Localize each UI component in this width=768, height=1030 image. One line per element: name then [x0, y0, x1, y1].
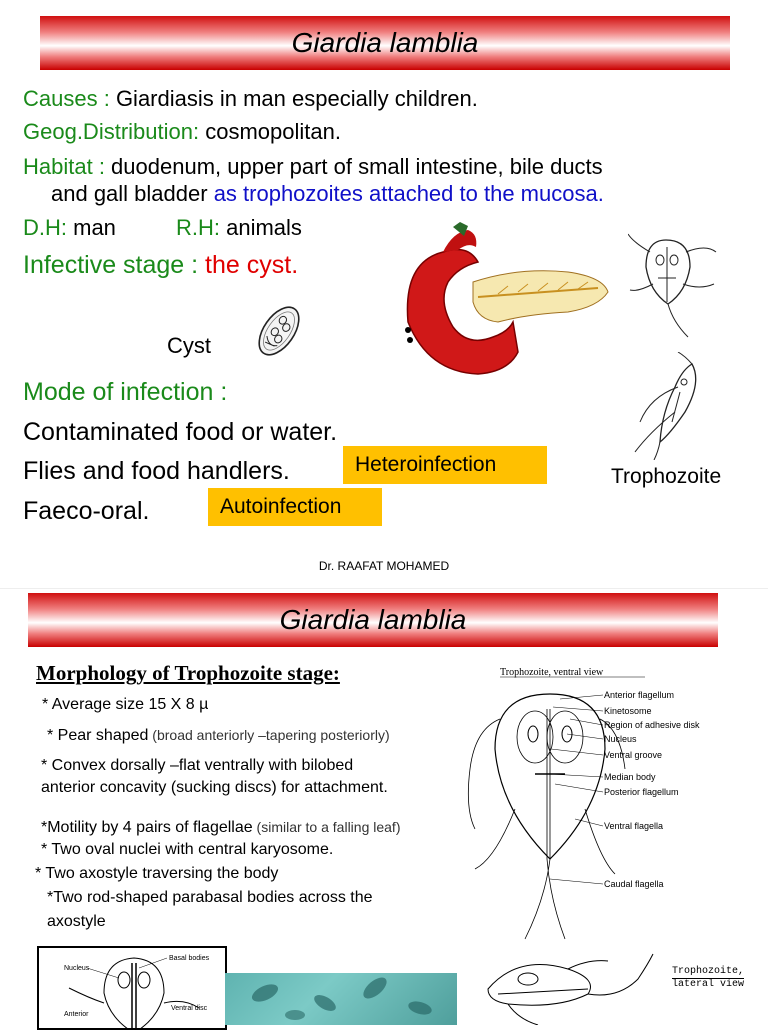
mode-label: Mode of infection :: [23, 378, 228, 406]
slide-1-title-bar: [40, 16, 730, 70]
duodenum-image: [398, 222, 613, 382]
slide-2-title-bar: [28, 593, 718, 647]
geo-line: [23, 119, 341, 145]
bullet-axostyle: * Two axostyle traversing the body: [35, 865, 279, 882]
small-label-anterior: Anterior: [64, 1011, 89, 1018]
mode-item-3: Faeco-oral.: [23, 497, 150, 525]
diagram-label-caudal-flagella: Caudal flagella: [604, 879, 664, 889]
lateral-title-line-1: Trophozoite,: [672, 966, 745, 977]
trophozoite-label: Trophozoite: [611, 465, 722, 488]
habitat-text: duodenum, upper part of small intestine, bile ducts: [104, 154, 603, 179]
small-label-basal-bodies: Basal bodies: [169, 955, 210, 962]
bullet-pear-main: * Pear shaped: [47, 727, 149, 744]
bullet-size: * Average size 15 X 8 µ: [42, 696, 209, 713]
habitat-label: Habitat :: [23, 154, 105, 179]
slide-1-title: Giardia lamblia: [291, 27, 479, 58]
geo-label: Geog.Distribution:: [23, 119, 200, 144]
small-trophozoite-diagram: [39, 948, 225, 1028]
dh-line: [23, 215, 116, 241]
diagram-label-posterior-flagellum: Posterior flagellum: [604, 787, 679, 797]
bullet-convex-1: * Convex dorsally –flat ventrally with bilobed: [41, 757, 354, 774]
causes-label: Causes :: [23, 86, 110, 111]
habitat-text-2: and gall bladder: [51, 181, 214, 206]
dh-label: D.H:: [23, 215, 67, 240]
morphology-heading: Morphology of Trophozoite stage:: [36, 661, 340, 685]
mode-item-2: Flies and food handlers.: [23, 457, 290, 485]
heteroinfection-badge: Heteroinfection: [343, 446, 547, 484]
slide-2: [0, 588, 768, 1025]
dh-text: man: [67, 215, 116, 240]
small-label-ventral-disc: Ventral disc: [171, 1005, 208, 1012]
small-label-nucleus: Nucleus: [64, 965, 90, 972]
habitat-blue-text: as trophozoites attached to the mucosa.: [213, 181, 604, 206]
trophozoite-dorsal-image: [628, 232, 718, 342]
bullet-parabasal-1: *Two rod-shaped parabasal bodies across the: [47, 889, 373, 906]
diagram-label-ventral-groove: Ventral groove: [604, 750, 663, 760]
lateral-view-title: [672, 966, 744, 991]
trophozoite-lateral-image: [630, 352, 715, 460]
rh-label: R.H:: [176, 215, 220, 240]
slide-2-title: Giardia lamblia: [279, 604, 467, 635]
bullet-motility: [41, 819, 400, 837]
diagram-label-median-body: Median body: [604, 772, 656, 782]
rh-text: animals: [220, 215, 302, 240]
diagram-label-kinetosome: Kinetosome: [604, 706, 652, 716]
habitat-line-2: [51, 181, 604, 207]
causes-text: Giardiasis in man especially children.: [109, 86, 478, 111]
trophozoite-ventral-diagram: [455, 659, 745, 949]
geo-text: cosmopolitan.: [199, 119, 341, 144]
bullet-motility-note: (similar to a falling leaf): [252, 819, 401, 835]
diagram-label-nucleus: Nucleus: [604, 734, 637, 744]
bullet-nuclei: * Two oval nuclei with central karyosome.: [41, 841, 334, 858]
infective-label: Infective stage :: [23, 251, 199, 279]
trophozoite-lateral-diagram: [478, 949, 678, 1025]
cyst-label: Cyst: [167, 333, 211, 358]
infective-line: [23, 251, 298, 280]
cyst-image: [250, 300, 308, 362]
diagram-label-anterior-flagellum: Anterior flagellum: [604, 690, 675, 700]
micrograph-image: [225, 973, 457, 1025]
bullet-convex-2: anterior concavity (sucking discs) for attachment.: [41, 779, 388, 796]
mode-item-1: Contaminated food or water.: [23, 418, 338, 446]
causes-line: [23, 86, 478, 112]
small-diagram-box: [37, 946, 227, 1030]
bullet-motility-main: *Motility by 4 pairs of flagellae: [41, 819, 253, 836]
infective-value: the cyst.: [198, 251, 299, 279]
bullet-parabasal-2: axostyle: [47, 913, 106, 930]
habitat-line: [23, 154, 603, 180]
diagram-label-adhesive-disk: Region of adhesive disk: [604, 720, 700, 730]
bullet-pear: [47, 727, 390, 745]
footer-author: Dr. RAAFAT MOHAMED: [318, 559, 450, 573]
bullet-pear-note: (broad anteriorly –tapering posteriorly): [148, 727, 390, 743]
rh-line: [176, 215, 302, 241]
lateral-title-line-2: lateral view: [672, 979, 745, 990]
diagram-label-ventral-flagella: Ventral flagella: [604, 821, 664, 831]
diagram-title: Trophozoite, ventral view: [500, 667, 604, 678]
autoinfection-badge: Autoinfection: [208, 488, 382, 526]
